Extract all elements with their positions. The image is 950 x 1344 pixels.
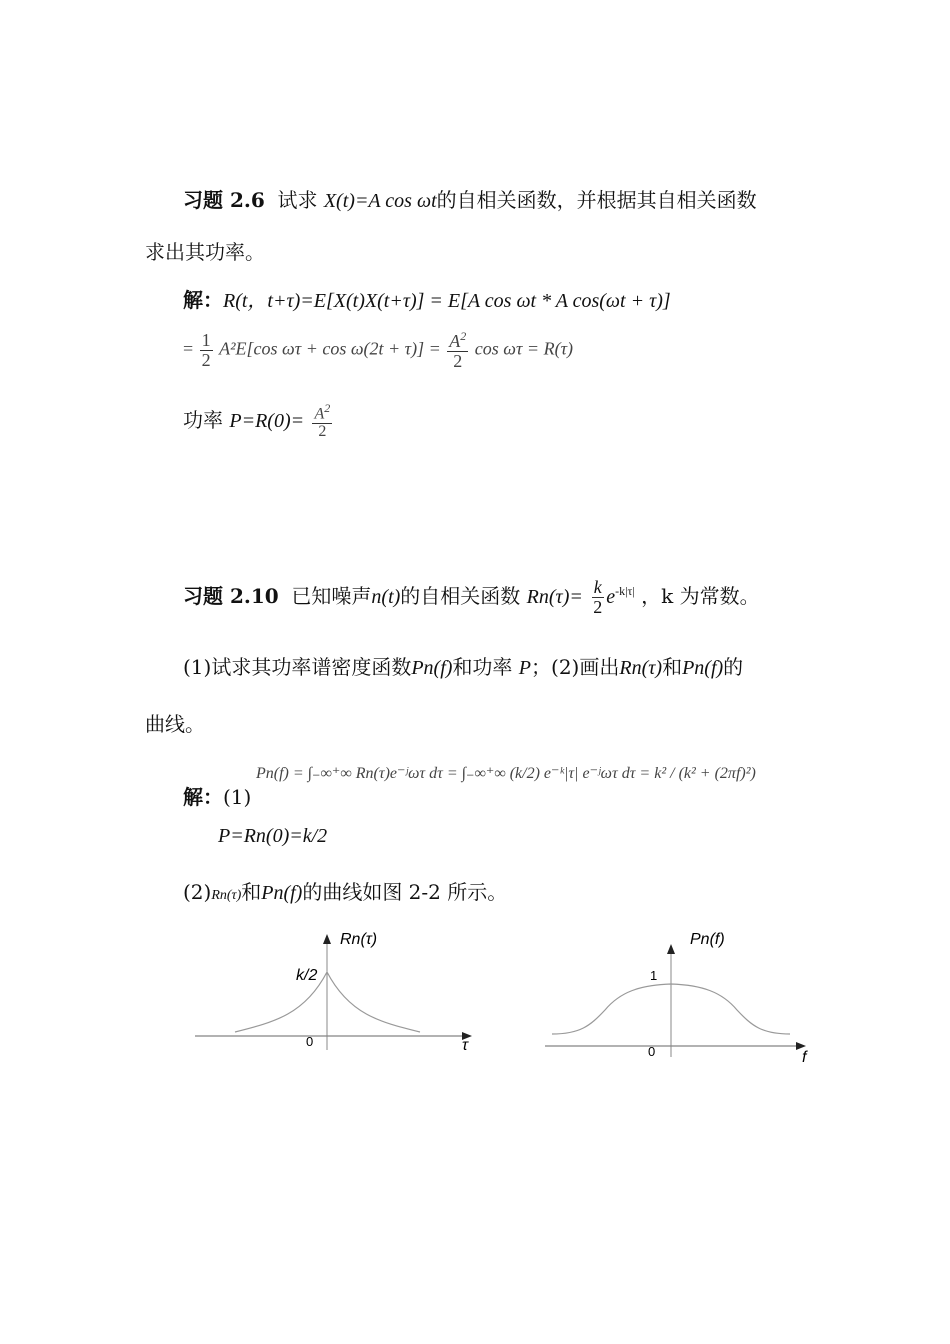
y-axis-arrow xyxy=(323,934,331,944)
problem-2-6-line2: 求出其功率。 xyxy=(145,240,265,264)
power-fraction: $\frac{A^2}{2}$ xyxy=(314,401,331,441)
rn-y-label: Rn(τ) xyxy=(340,931,378,948)
problem-2-10-solution: 解：(1) xyxy=(183,785,252,809)
problem-2-10-line2: (1)试求其功率谱密度函数Pn(f)和功率 P；(2)画出Rn(τ)和Pn(f)的 xyxy=(183,655,744,679)
figure-pn-f xyxy=(540,922,830,1072)
problem-2-6-solution-line2: = $\frac{1}{2}$ A²E[cos ωτ + cos ω(2t + τ)] = $\frac{A^2}{2}$ cos ωτ = R(τ) xyxy=(183,329,573,371)
problem-2-10-line1: 习题 2.10 已知噪声n(t)的自相关函数 Rn(τ)= $\frac{k}{2}$ $e^{-k|\tau|}$ ，k 为常数。 xyxy=(183,577,760,617)
pn-y-label: Pn(f) xyxy=(690,931,725,948)
pn-peak-label: 1 xyxy=(650,968,658,983)
power-line: 功率 P=R(0)= $\frac{A^2}{2}$ xyxy=(183,401,331,441)
solution-label: 解： xyxy=(183,288,223,312)
rn-def: Rn(τ)= xyxy=(526,585,583,608)
y-axis-arrow xyxy=(667,944,675,954)
problem-2-10-label: 习题 2.10 xyxy=(183,583,279,608)
rn-x-label: τ xyxy=(462,1037,468,1054)
solution-expr-1: R(t，t+τ)=E[X(t)X(t+τ)] = E[A cos ωt * A cos(ωt + τ)] xyxy=(223,290,671,312)
problem-2-6-solution-line1 xyxy=(183,288,671,313)
problem-2-6-suffix: 的自相关函数，并根据其自相关函数 xyxy=(436,188,757,212)
problem-2-6-prefix: 试求 xyxy=(277,188,318,212)
pn-origin-label: 0 xyxy=(648,1044,656,1059)
rn-origin-label: 0 xyxy=(306,1034,314,1049)
k-over-2: $\frac{k}{2}$ xyxy=(593,577,603,617)
problem-2-6-label: 习题 2.6 xyxy=(183,188,265,212)
problem-2-10-line3: 曲线。 xyxy=(145,712,205,736)
figure-caption-line: (2)Rn(τ)和Pn(f)的曲线如图 2-2 所示。 xyxy=(183,880,508,904)
integral-expr: Pn(f) = ∫₋∞⁺∞ Rn(τ)e⁻ʲωτ dτ = ∫₋∞⁺∞ (k/2) e⁻ᵏ|τ| e⁻ʲωτ dτ = k² / (k² + (2πf)²) xyxy=(256,765,756,782)
half-fraction: $\frac{1}{2}$ xyxy=(201,330,211,370)
figure-rn-tau xyxy=(190,922,490,1062)
problem-2-6-expr: X(t)=A cos ωt xyxy=(323,190,437,212)
power-result: P=Rn(0)=k/2 xyxy=(218,825,328,847)
pn-x-label: f xyxy=(802,1049,807,1066)
a-squared-over-2: $\frac{A^2}{2}$ xyxy=(449,329,467,371)
problem-2-6-line1 xyxy=(183,188,757,213)
rn-peak-label: k/2 xyxy=(296,967,318,984)
